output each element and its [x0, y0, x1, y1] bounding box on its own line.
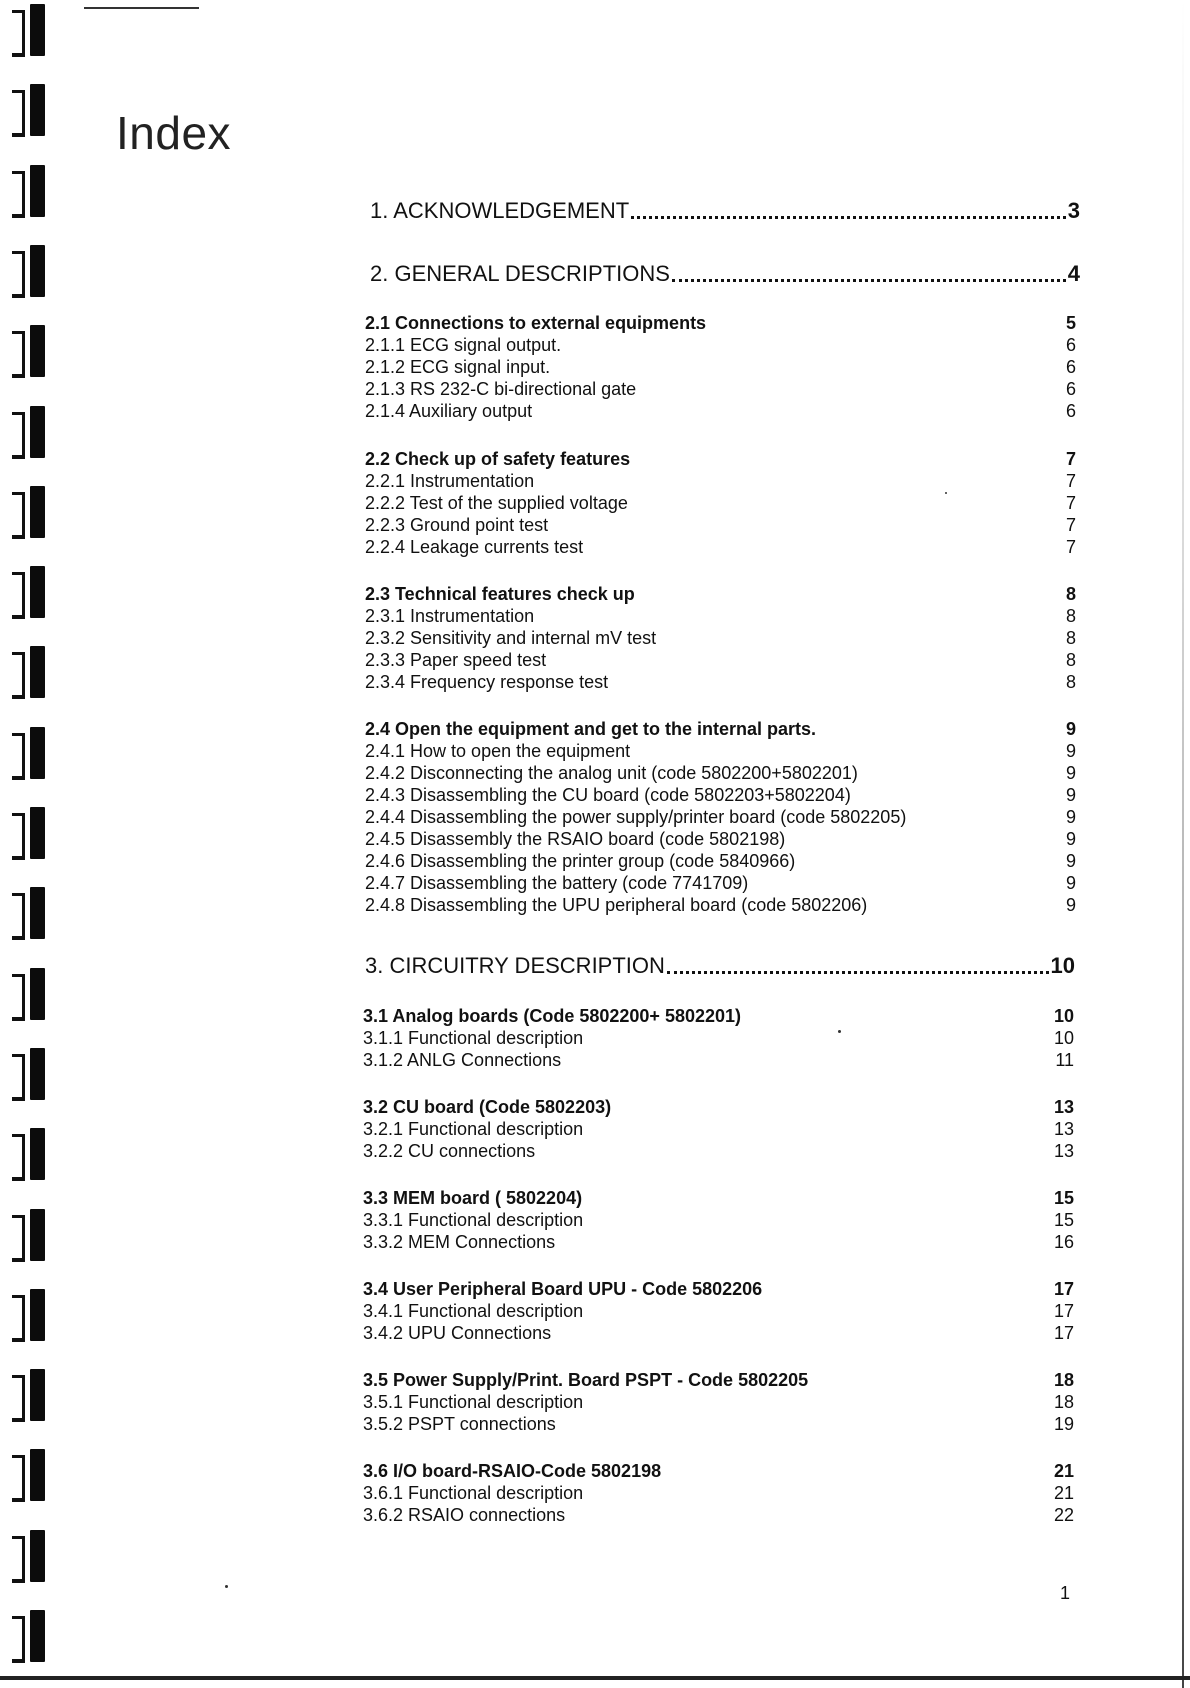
toc-entry-page: 13 — [1053, 1141, 1074, 1161]
toc-chapter-label: 3. CIRCUITRY DESCRIPTION — [365, 953, 665, 978]
toc-entry-page: 9 — [1065, 873, 1076, 893]
toc-entry-page: 16 — [1053, 1232, 1074, 1252]
ring-bar — [30, 165, 45, 217]
ring-bar — [30, 1048, 45, 1100]
toc-entry-page: 9 — [1065, 719, 1076, 739]
ring-hook — [12, 893, 25, 940]
binding-ring — [12, 1046, 64, 1106]
toc-entry-label: 2.2.2 Test of the supplied voltage — [365, 493, 628, 513]
toc-entry-label: 3.1.2 ANLG Connections — [363, 1050, 562, 1070]
ring-hook — [12, 1455, 25, 1502]
toc-entry-label: 2.1.2 ECG signal input. — [365, 357, 551, 377]
toc-chapter-1[interactable] — [370, 195, 1080, 225]
toc-subsection[interactable] — [363, 1300, 1074, 1322]
toc-entry-label: 3.5.2 PSPT connections — [363, 1414, 556, 1434]
toc-entry-page: 21 — [1053, 1461, 1074, 1481]
toc-entry-label: 2.2 Check up of safety features — [365, 449, 631, 469]
toc-entry-page: 8 — [1065, 584, 1076, 604]
toc-subsection[interactable] — [365, 470, 1076, 492]
toc-entry-label: 2.4.6 Disassembling the printer group (code 5840966) — [365, 851, 796, 871]
toc-entry-page: 11 — [1055, 1050, 1074, 1070]
toc-entry-page: 18 — [1053, 1392, 1074, 1412]
page-number: 1 — [1060, 1583, 1071, 1603]
scan-speck — [945, 492, 947, 494]
toc-entry-page: 6 — [1065, 401, 1076, 421]
ring-hook — [12, 331, 25, 378]
ring-hook — [12, 412, 25, 459]
toc-subsection[interactable] — [365, 536, 1076, 558]
toc-entry-label: 3.5.1 Functional description — [363, 1392, 584, 1412]
toc-entry-label: 2.4.1 How to open the equipment — [365, 741, 631, 761]
toc-entry-page: 9 — [1065, 741, 1076, 761]
toc-subsection[interactable] — [363, 1504, 1074, 1526]
toc-section[interactable] — [363, 1460, 1074, 1482]
toc-section[interactable] — [365, 718, 1076, 740]
binding-ring — [12, 1447, 64, 1507]
toc-entry-page: 9 — [1065, 895, 1076, 915]
ring-hook — [12, 90, 25, 137]
toc-entry-label: 3.4 User Peripheral Board UPU - Code 5802206 — [363, 1279, 763, 1299]
ring-hook — [12, 251, 25, 298]
ring-hook — [12, 1134, 25, 1181]
toc-entry-label: 2.1.1 ECG signal output. — [365, 335, 562, 355]
toc-subsection[interactable] — [363, 1118, 1074, 1140]
ring-hook — [12, 1616, 25, 1663]
toc-subsection[interactable] — [365, 627, 1076, 649]
ring-bar — [30, 245, 45, 297]
ring-bar — [30, 1369, 45, 1421]
toc-entry-label: 2.4.3 Disassembling the CU board (code 5802203+5802204) — [365, 785, 851, 805]
toc-chapter-3[interactable] — [365, 950, 1075, 980]
ring-bar — [30, 1449, 45, 1501]
toc-subsection[interactable] — [363, 1209, 1074, 1231]
toc-subsection[interactable] — [365, 356, 1076, 378]
scan-speck — [225, 1585, 228, 1588]
toc-section[interactable] — [365, 312, 1076, 334]
ring-hook — [12, 813, 25, 860]
toc-entry-page: 7 — [1065, 449, 1076, 469]
binding-ring — [12, 484, 64, 544]
toc-entry-label: 2.3.2 Sensitivity and internal mV test — [365, 628, 657, 648]
toc-entry-label: 2.2.3 Ground point test — [365, 515, 549, 535]
toc-entry-label: 2.4.4 Disassembling the power supply/printer board (code 5802205) — [365, 807, 907, 827]
toc-entry-label: 2.4.2 Disconnecting the analog unit (code 5802200+5802201) — [365, 763, 858, 783]
binding-ring — [12, 2, 64, 62]
toc-entry-page: 22 — [1053, 1505, 1074, 1525]
toc-entry-label: 2.1.4 Auxiliary output — [365, 401, 533, 421]
toc-entry-label: 2.3.3 Paper speed test — [365, 650, 547, 670]
toc-subsection[interactable] — [365, 740, 1076, 762]
toc-entry-label: 3.4.1 Functional description — [363, 1301, 584, 1321]
page-edge-right — [1182, 0, 1184, 1688]
binding-ring — [12, 564, 64, 624]
binding-ring — [12, 1287, 64, 1347]
ring-bar — [30, 566, 45, 618]
toc-entry-page: 8 — [1065, 628, 1076, 648]
toc-chapter-2[interactable] — [370, 258, 1080, 288]
ring-hook — [12, 572, 25, 619]
toc-entry-label: 3.2.2 CU connections — [363, 1141, 536, 1161]
ring-bar — [30, 1209, 45, 1261]
toc-entry-page: 7 — [1065, 471, 1076, 491]
toc-entry-label: 3.3 MEM board ( 5802204) — [363, 1188, 583, 1208]
toc-entry-page: 7 — [1065, 537, 1076, 557]
toc-subsection[interactable] — [365, 894, 1076, 916]
binding-ring — [12, 163, 64, 223]
toc-entry-label: 2.3.4 Frequency response test — [365, 672, 609, 692]
toc-section[interactable] — [363, 1187, 1074, 1209]
toc-entry-label: 3.4.2 UPU Connections — [363, 1323, 552, 1343]
scan-speck — [838, 1030, 841, 1033]
binding-ring — [12, 404, 64, 464]
binding-ring — [12, 805, 64, 865]
toc-subsection[interactable] — [365, 605, 1076, 627]
toc-entry-page: 9 — [1065, 785, 1076, 805]
ring-bar — [30, 1289, 45, 1341]
ring-bar — [30, 727, 45, 779]
toc-entry-label: 3.6.1 Functional description — [363, 1483, 584, 1503]
toc-chapter-page: 3 — [1067, 198, 1080, 223]
toc-chapter-page: 4 — [1067, 261, 1080, 286]
toc-subsection[interactable] — [365, 334, 1076, 356]
toc-chapter-page: 10 — [1050, 953, 1075, 978]
dot-leader — [631, 216, 1066, 219]
binding-ring — [12, 966, 64, 1026]
ring-bar — [30, 1530, 45, 1582]
toc-entry-page: 13 — [1053, 1119, 1074, 1139]
ring-bar — [30, 968, 45, 1020]
toc-entry-label: 3.1.1 Functional description — [363, 1028, 584, 1048]
top-rule — [84, 7, 199, 9]
binding-ring — [12, 323, 64, 383]
toc-subsection[interactable] — [363, 1413, 1074, 1435]
toc-subsection[interactable] — [365, 492, 1076, 514]
binding-ring — [12, 1528, 64, 1588]
toc-entry-label: 3.6.2 RSAIO connections — [363, 1505, 566, 1525]
toc-subsection[interactable] — [365, 514, 1076, 536]
ring-bar — [30, 807, 45, 859]
toc-entry-label: 3.2 CU board (Code 5802203) — [363, 1097, 612, 1117]
toc-section[interactable] — [363, 1096, 1074, 1118]
ring-hook — [12, 1295, 25, 1342]
toc-entry-label: 3.2.1 Functional description — [363, 1119, 584, 1139]
toc-subsection[interactable] — [363, 1391, 1074, 1413]
toc-entry-page: 17 — [1053, 1279, 1074, 1299]
ring-hook — [12, 652, 25, 699]
ring-bar — [30, 406, 45, 458]
ring-hook — [12, 492, 25, 539]
toc-entry-page: 9 — [1065, 829, 1076, 849]
toc-entry-label: 3.3.1 Functional description — [363, 1210, 584, 1230]
toc-section[interactable] — [363, 1278, 1074, 1300]
ring-hook — [12, 733, 25, 780]
ring-hook — [12, 1375, 25, 1422]
toc-entry-page: 15 — [1053, 1188, 1074, 1208]
toc-entry-label: 2.4.7 Disassembling the battery (code 7741709) — [365, 873, 749, 893]
toc-entry-page: 8 — [1065, 650, 1076, 670]
toc-subsection[interactable] — [365, 806, 1076, 828]
toc-entry-page: 10 — [1053, 1006, 1074, 1026]
ring-bar — [30, 84, 45, 136]
toc-subsection[interactable] — [365, 671, 1076, 693]
toc-entry-label: 2.4 Open the equipment and get to the internal parts. — [365, 719, 817, 739]
toc-subsection[interactable] — [363, 1231, 1074, 1253]
toc-entry-label: 2.3 Technical features check up — [365, 584, 635, 604]
dot-leader — [667, 971, 1049, 974]
toc-entry-page: 19 — [1053, 1414, 1074, 1434]
toc-section[interactable] — [363, 1005, 1074, 1027]
toc-subsection[interactable] — [365, 784, 1076, 806]
page-title: Index — [116, 107, 232, 159]
ring-bar — [30, 486, 45, 538]
toc-entry-page: 15 — [1053, 1210, 1074, 1230]
page-edge-bottom — [0, 1676, 1190, 1680]
ring-bar — [30, 4, 45, 56]
toc-entry-page: 7 — [1065, 493, 1076, 513]
toc-subsection[interactable] — [365, 872, 1076, 894]
toc-entry-label: 2.2.4 Leakage currents test — [365, 537, 584, 557]
ring-hook — [12, 1536, 25, 1583]
binding-ring — [12, 725, 64, 785]
toc-entry-page: 6 — [1065, 379, 1076, 399]
toc-subsection[interactable] — [365, 400, 1076, 422]
toc-entry-page: 8 — [1065, 606, 1076, 626]
ring-bar — [30, 1128, 45, 1180]
binding-ring — [12, 1207, 64, 1267]
binding-ring — [12, 1608, 64, 1668]
toc-entry-label: 2.4.5 Disassembly the RSAIO board (code 5802198) — [365, 829, 786, 849]
binding-ring — [12, 644, 64, 704]
ring-hook — [12, 10, 25, 57]
toc-entry-label: 3.1 Analog boards (Code 5802200+ 5802201) — [363, 1006, 742, 1026]
toc-entry-page: 7 — [1065, 515, 1076, 535]
toc-entry-label: 2.1.3 RS 232-C bi-directional gate — [365, 379, 637, 399]
binding-ring — [12, 82, 64, 142]
toc-section[interactable] — [365, 448, 1076, 470]
binding-ring — [12, 1367, 64, 1427]
ring-bar — [30, 325, 45, 377]
binding-ring — [12, 243, 64, 303]
toc-subsection[interactable] — [365, 649, 1076, 671]
toc-entry-page: 8 — [1065, 672, 1076, 692]
toc-entry-page: 5 — [1065, 313, 1076, 333]
toc-entry-page: 18 — [1053, 1370, 1074, 1390]
toc-subsection[interactable] — [363, 1482, 1074, 1504]
toc-section[interactable] — [363, 1369, 1074, 1391]
toc-entry-page: 9 — [1065, 763, 1076, 783]
toc-subsection[interactable] — [363, 1027, 1074, 1049]
toc-subsection[interactable] — [363, 1140, 1074, 1162]
ring-hook — [12, 171, 25, 218]
toc-entry-page: 9 — [1065, 807, 1076, 827]
toc-subsection[interactable] — [363, 1322, 1074, 1344]
toc-entry-page: 21 — [1053, 1483, 1074, 1503]
toc-entry-page: 13 — [1053, 1097, 1074, 1117]
toc-section[interactable] — [365, 583, 1076, 605]
toc-entry-label: 3.5 Power Supply/Print. Board PSPT - Code 5802205 — [363, 1370, 809, 1390]
toc-subsection[interactable] — [363, 1049, 1074, 1071]
toc-subsection[interactable] — [365, 762, 1076, 784]
toc-subsection[interactable] — [365, 828, 1076, 850]
ring-bar — [30, 1610, 45, 1662]
toc-entry-page: 17 — [1053, 1323, 1074, 1343]
binding-ring — [12, 1126, 64, 1186]
dot-leader — [672, 279, 1066, 282]
ring-hook — [12, 1215, 25, 1262]
ring-bar — [30, 646, 45, 698]
toc-entry-label: 2.2.1 Instrumentation — [365, 471, 535, 491]
toc-subsection[interactable] — [365, 378, 1076, 400]
ring-hook — [12, 974, 25, 1021]
toc-entry-label: 2.1 Connections to external equipments — [365, 313, 707, 333]
toc-subsection[interactable] — [365, 850, 1076, 872]
spiral-binding — [0, 0, 70, 1688]
toc-entry-page: 6 — [1065, 357, 1076, 377]
toc-chapter-label: 2. GENERAL DESCRIPTIONS — [370, 261, 670, 286]
ring-bar — [30, 887, 45, 939]
toc-entry-page: 9 — [1065, 851, 1076, 871]
binding-ring — [12, 885, 64, 945]
toc-entry-page: 6 — [1065, 335, 1076, 355]
toc-entry-label: 3.6 I/O board-RSAIO-Code 5802198 — [363, 1461, 662, 1481]
toc-entry-label: 3.3.2 MEM Connections — [363, 1232, 556, 1252]
toc-chapter-label: 1. ACKNOWLEDGEMENT — [370, 198, 630, 223]
toc-entry-page: 10 — [1053, 1028, 1074, 1048]
toc-entry-label: 2.3.1 Instrumentation — [365, 606, 535, 626]
toc-entry-label: 2.4.8 Disassembling the UPU peripheral board (code 5802206) — [365, 895, 868, 915]
ring-hook — [12, 1054, 25, 1101]
toc-entry-page: 17 — [1053, 1301, 1074, 1321]
